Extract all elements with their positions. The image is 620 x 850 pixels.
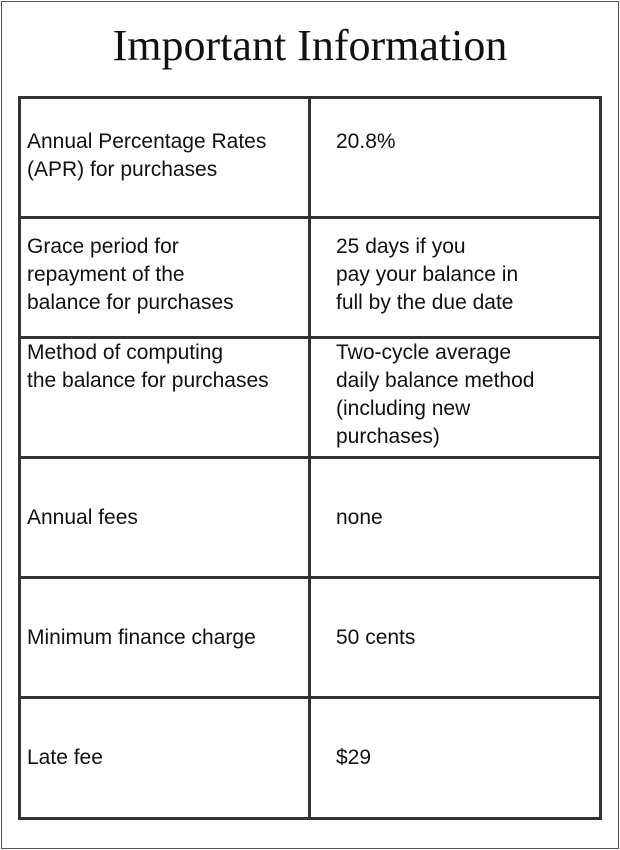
late-fee-value: $29: [336, 746, 372, 769]
annual-fees-value: none: [311, 459, 599, 579]
annual-fees-label: Annual fees: [21, 459, 311, 579]
grace-period-label: Grace period for repayment of the balance for purchases: [21, 219, 311, 339]
info-table: [18, 96, 602, 820]
min-finance-charge-value: 50 cents: [311, 579, 599, 699]
late-fee-label: Late fee: [21, 699, 311, 817]
grace-period-value: 25 days if you pay your balance in full by the due date: [311, 219, 599, 339]
balance-method-value: Two-cycle average daily balance method (including new purchases): [311, 339, 599, 459]
min-finance-charge-label: Minimum finance charge: [21, 579, 311, 699]
apr-label: Annual Percentage Rates (APR) for purchases: [21, 99, 311, 219]
page-title: Important Information: [112, 21, 508, 70]
apr-value: 20.8%: [311, 99, 599, 219]
balance-method-label: Method of computing the balance for purchases: [21, 339, 311, 459]
